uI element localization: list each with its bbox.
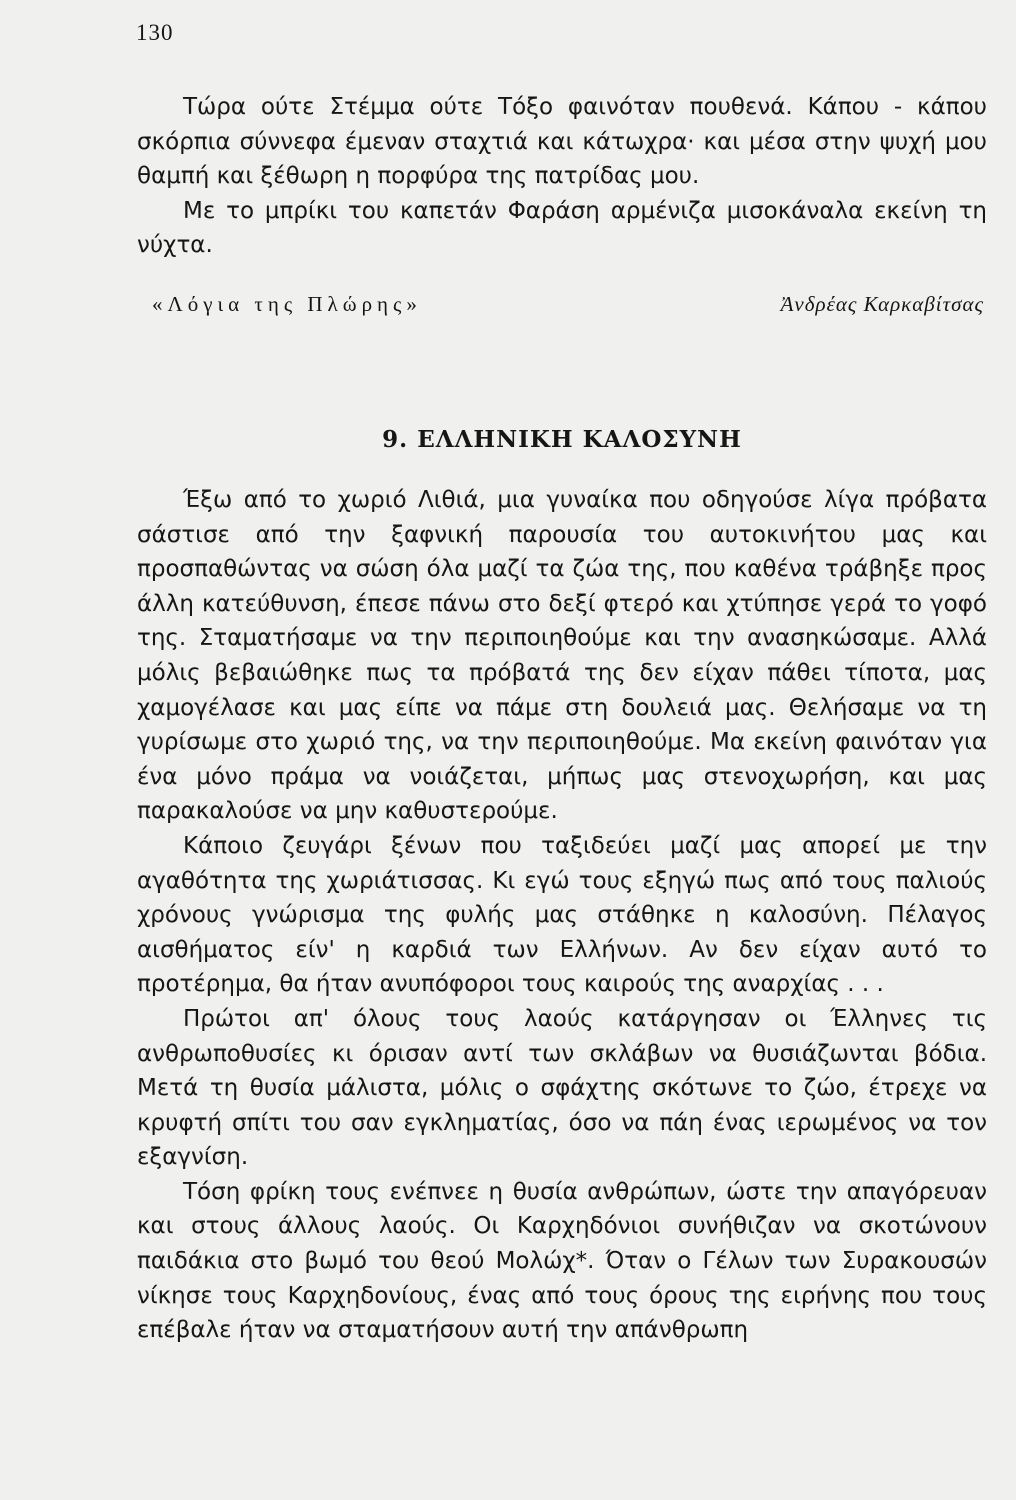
section-title: 9. ΕΛΛΗΝΙΚΗ ΚΑΛΟΣΥΝΗ bbox=[382, 426, 742, 453]
paragraph: Τόση φρίκη τους ενέπνεε η θυσία ανθρώπων, ώστε την απαγόρευαν και στους άλλους λαούς. Οι Καρχηδόνιοι συνήθιζαν να σκοτώνουν παιδάκια στο βωμό του θεού Μολώχ*. Όταν ο Γέλων των Συρακουσών νίκησε τους Καρχηδονίους, ένας από τους όρους της ειρήνης που τους επέβαλε ήταν να σταματήσουν αυτή την απάνθρωπη bbox=[137, 1178, 987, 1344]
citation-source: «Λόγια της Πλώρης» bbox=[152, 292, 422, 316]
paragraph: Πρώτοι απ' όλους τους λαούς κατάργησαν οι Έλληνες τις ανθρωποθυσίες κι όρισαν αντί των σκλάβων να θυσιάζωνται βόδια. Μετά τη θυσία μάλιστα, μόλις ο σφάχτης σκότωνε το ζώο, έτρεχε να κρυφτή σπίτι του σαν εγκληματίας, όσο να πάη ένας ιερωμένος να τον εξαγνίση. bbox=[137, 1005, 987, 1171]
paragraph: Με το μπρίκι του καπετάν Φαράση αρμένιζα μισοκάναλα εκείνη τη νύχτα. bbox=[137, 197, 987, 259]
citation-author: Ἀνδρέας Καρκαβίτσας bbox=[780, 292, 984, 316]
paragraph: Τώρα ούτε Στέμμα ούτε Τόξο φαινόταν πουθενά. Κάπου - κάπου σκόρπια σύννεφα έμεναν σταχτιά και κάτωχρα· και μέσα στην ψυχή μου θαμπή και ξέθωρη η πορφύρα της πατρίδας μου. bbox=[137, 94, 987, 190]
body-text bbox=[137, 483, 987, 1348]
page-number: 130 bbox=[136, 20, 174, 45]
paragraph: Κάποιο ζευγάρι ξένων που ταξιδεύει μαζί μας απορεί με την αγαθότητα της χωριάτισσας. Κι εγώ τους εξηγώ πως από τους παλιούς χρόνους γνώρισμα της φυλής μας στάθηκε η καλοσύνη. Πέλαγος αισθήματος είν' η καρδιά των Ελλήνων. Αν δεν είχαν αυτό το προτέρημα, θα ήταν ανυπόφοροι τους καιρούς της αναρχίας . . . bbox=[137, 832, 987, 998]
paragraph: Έξω από το χωριό Λιθιά, μια γυναίκα που οδηγούσε λίγα πρόβατα σάστισε από την ξαφνική παρουσία του αυτοκινήτου μας και προσπαθώντας να σώση όλα μαζί τα ζώα της, που καθένα τράβηξε προς άλλη κατεύθυνση, έπεσε πάνω στο δεξί φτερό και χτύπησε γερά το γοφό της. Σταματήσαμε να την περιποιηθούμε και την ανασηκώσαμε. Αλλά μόλις βεβαιώθηκε πως τα πρόβατά της δεν είχαν πάθει τίποτα, μας χαμογέλασε και μας είπε να πάμε στη δουλειά μας. Θελήσαμε να τη γυρίσωμε στο χωριό της, να την περιποιηθούμε. Μα εκείνη φαινόταν για ένα μόνο πράμα να νοιάζεται, μήπως μας στενοχωρήση, και μας παρακαλούσε να μην καθυστερούμε. bbox=[137, 487, 987, 825]
intro-text bbox=[137, 90, 987, 263]
